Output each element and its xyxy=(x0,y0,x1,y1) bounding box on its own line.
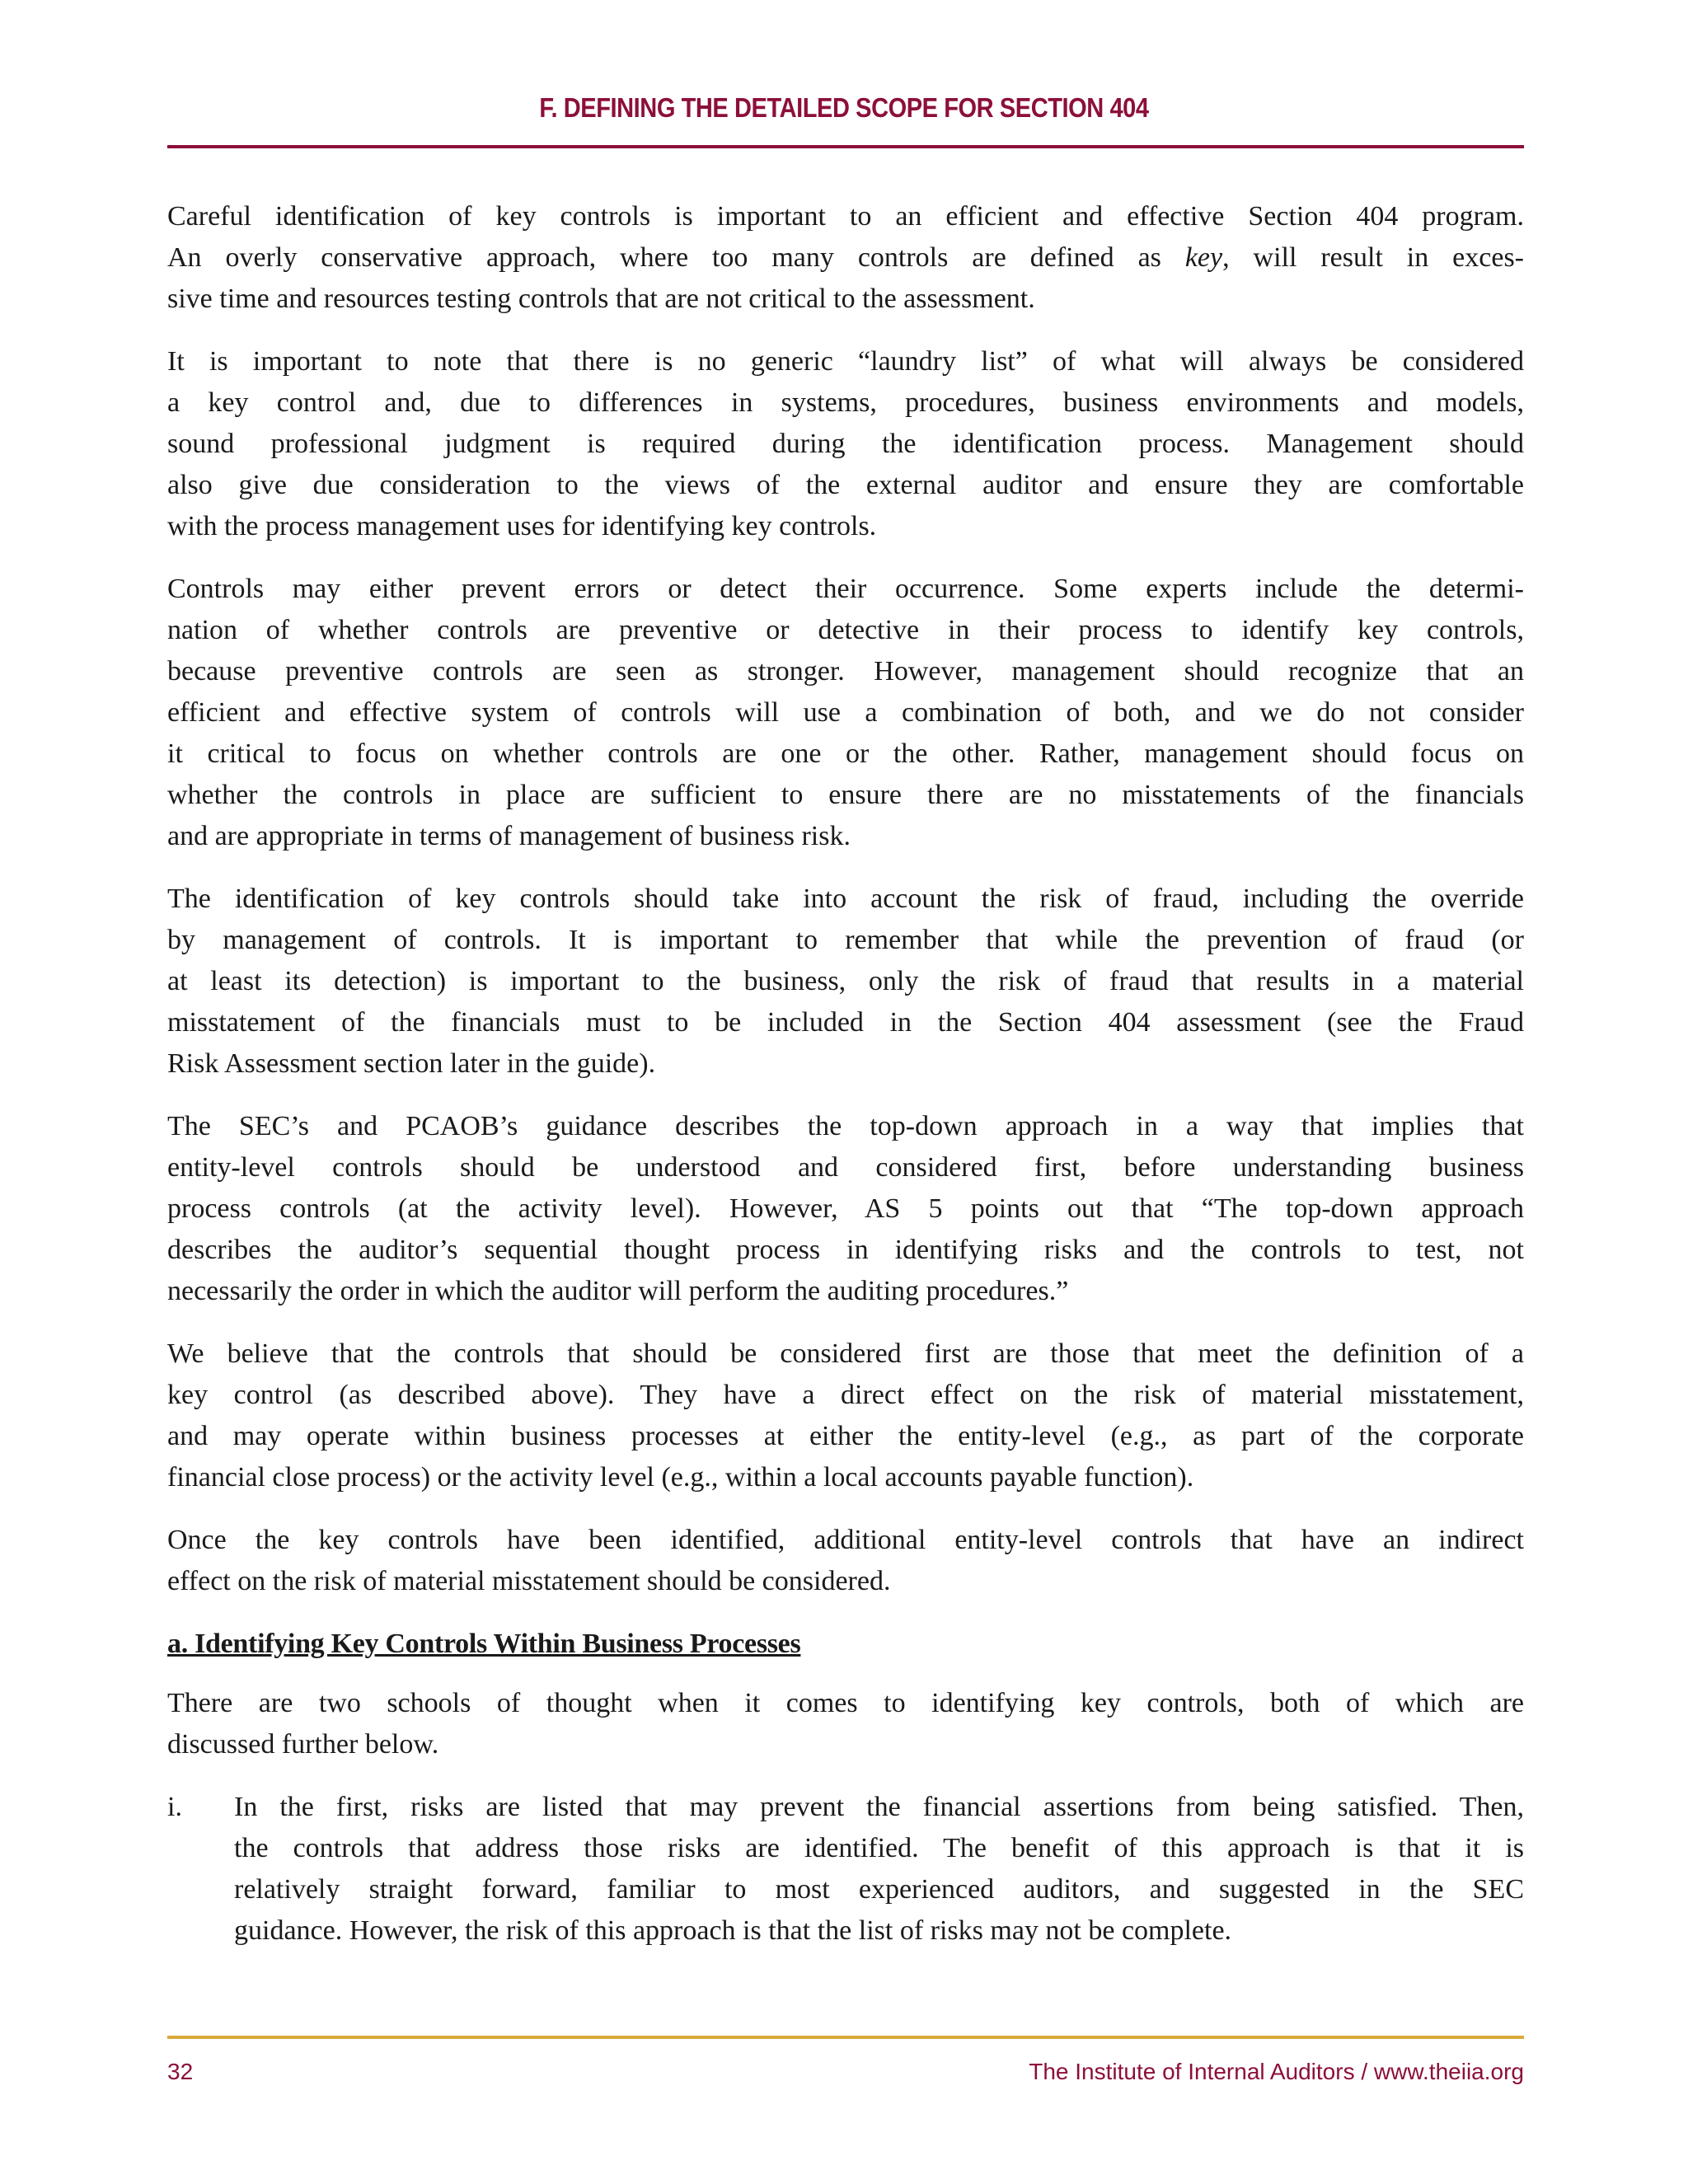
paragraph xyxy=(167,879,1524,1085)
text-line: nation of whether controls are preventive or detective in their process to identify key controls, xyxy=(167,615,1524,645)
text-line: In the first, risks are listed that may prevent the financial assertions from being satisfied. Then, xyxy=(234,1792,1524,1822)
text-segment: An overly conservative approach, where too many controls are defined as xyxy=(167,242,1185,273)
text-line: Controls may either prevent errors or detect their occurrence. Some experts include the determi- xyxy=(167,574,1524,604)
section-subheading: a. Identifying Key Controls Within Business Processes xyxy=(167,1629,801,1659)
text-line: relatively straight forward, familiar to most experienced auditors, and suggested in the SEC xyxy=(234,1874,1524,1905)
footer-rule xyxy=(167,2036,1524,2039)
paragraph xyxy=(167,1520,1524,1602)
paragraph xyxy=(167,1106,1524,1312)
page-body xyxy=(167,196,1524,1973)
text-line: The SEC’s and PCAOB’s guidance describes the top-down approach in a way that implies that xyxy=(167,1111,1524,1141)
text-line: The identification of key controls should take into account the risk of fraud, including the override xyxy=(167,883,1524,914)
page-number: 32 xyxy=(167,2059,194,2084)
text-line: misstatement of the financials must to be included in the Section 404 assessment (see the Fraud xyxy=(167,1007,1524,1038)
italic-text: key xyxy=(1184,242,1223,273)
text-line: describes the auditor’s sequential thought process in identifying risks and the controls to test, not xyxy=(167,1235,1524,1265)
text-line: and may operate within business processes at either the entity-level (e.g., as part of the corporate xyxy=(167,1421,1524,1451)
text-line: at least its detection) is important to the business, only the risk of fraud that results in a material xyxy=(167,966,1524,996)
text-line: financial close process) or the activity level (e.g., within a local accounts payable function). xyxy=(167,1462,1194,1493)
text-line: Once the key controls have been identified, additional entity-level controls that have an indirect xyxy=(167,1525,1524,1555)
text-line: effect on the risk of material misstatement should be considered. xyxy=(167,1566,891,1596)
paragraph-group xyxy=(167,1683,1524,1765)
text-line: also give due consideration to the views of the external auditor and ensure they are comfortable xyxy=(167,470,1524,500)
text-line: sive time and resources testing controls that are not critical to the assessment. xyxy=(167,284,1035,314)
list-item xyxy=(167,1787,1524,1952)
text-line: with the process management uses for identifying key controls. xyxy=(167,511,877,541)
text-line: a key control and, due to differences in systems, procedures, business environments and models, xyxy=(167,387,1524,418)
text-line: Risk Assessment section later in the guide). xyxy=(167,1048,656,1079)
text-line: whether the controls in place are sufficient to ensure there are no misstatements of the financials xyxy=(167,780,1524,810)
text-line: efficient and effective system of controls will use a combination of both, and we do not consider xyxy=(167,697,1524,728)
text-line: the controls that address those risks are identified. The benefit of this approach is that it is xyxy=(234,1833,1524,1863)
text-line: guidance. However, the risk of this approach is that the list of risks may not be complete. xyxy=(234,1915,1232,1946)
paragraph xyxy=(167,196,1524,320)
running-header: F. DEFINING THE DETAILED SCOPE FOR SECTION 404 xyxy=(539,92,1149,123)
text-line: sound professional judgment is required during the identification process. Management should xyxy=(167,429,1524,459)
paragraph xyxy=(167,341,1524,547)
text-line: There are two schools of thought when it comes to identifying key controls, both of which are xyxy=(167,1688,1524,1718)
list-marker: i. xyxy=(167,1792,182,1822)
text-line: because preventive controls are seen as stronger. However, management should recognize that an xyxy=(167,656,1524,687)
paragraph xyxy=(167,1333,1524,1498)
text-line: it critical to focus on whether controls are one or the other. Rather, management should focus on xyxy=(167,738,1524,769)
text-line: by management of controls. It is important to remember that while the prevention of fraud (or xyxy=(167,925,1524,955)
text-line: key control (as described above). They have a direct effect on the risk of material misstatement, xyxy=(167,1380,1524,1410)
text-segment: , will result in exces- xyxy=(1222,242,1525,273)
text-line: It is important to note that there is no generic “laundry list” of what will always be considered xyxy=(167,346,1524,377)
paragraph xyxy=(167,569,1524,857)
paragraph xyxy=(167,1683,1524,1765)
text-line: and are appropriate in terms of management of business risk. xyxy=(167,821,851,851)
header-rule xyxy=(167,145,1524,148)
text-line: necessarily the order in which the auditor will perform the auditing procedures.” xyxy=(167,1276,1069,1306)
text-line: Careful identification of key controls is important to an efficient and effective Section 404 program. xyxy=(167,201,1524,232)
text-line: discussed further below. xyxy=(167,1729,439,1760)
text-line: We believe that the controls that should be considered first are those that meet the definition of a xyxy=(167,1338,1524,1369)
roman-list xyxy=(167,1787,1524,1952)
paragraph-group xyxy=(167,196,1524,1602)
text-line: entity-level controls should be understood and considered first, before understanding business xyxy=(167,1152,1524,1183)
text-line: process controls (at the activity level). However, AS 5 points out that “The top-down approach xyxy=(167,1193,1524,1224)
text-line xyxy=(167,237,1524,279)
footer-publisher: The Institute of Internal Auditors / www.theiia.org xyxy=(1029,2059,1524,2084)
